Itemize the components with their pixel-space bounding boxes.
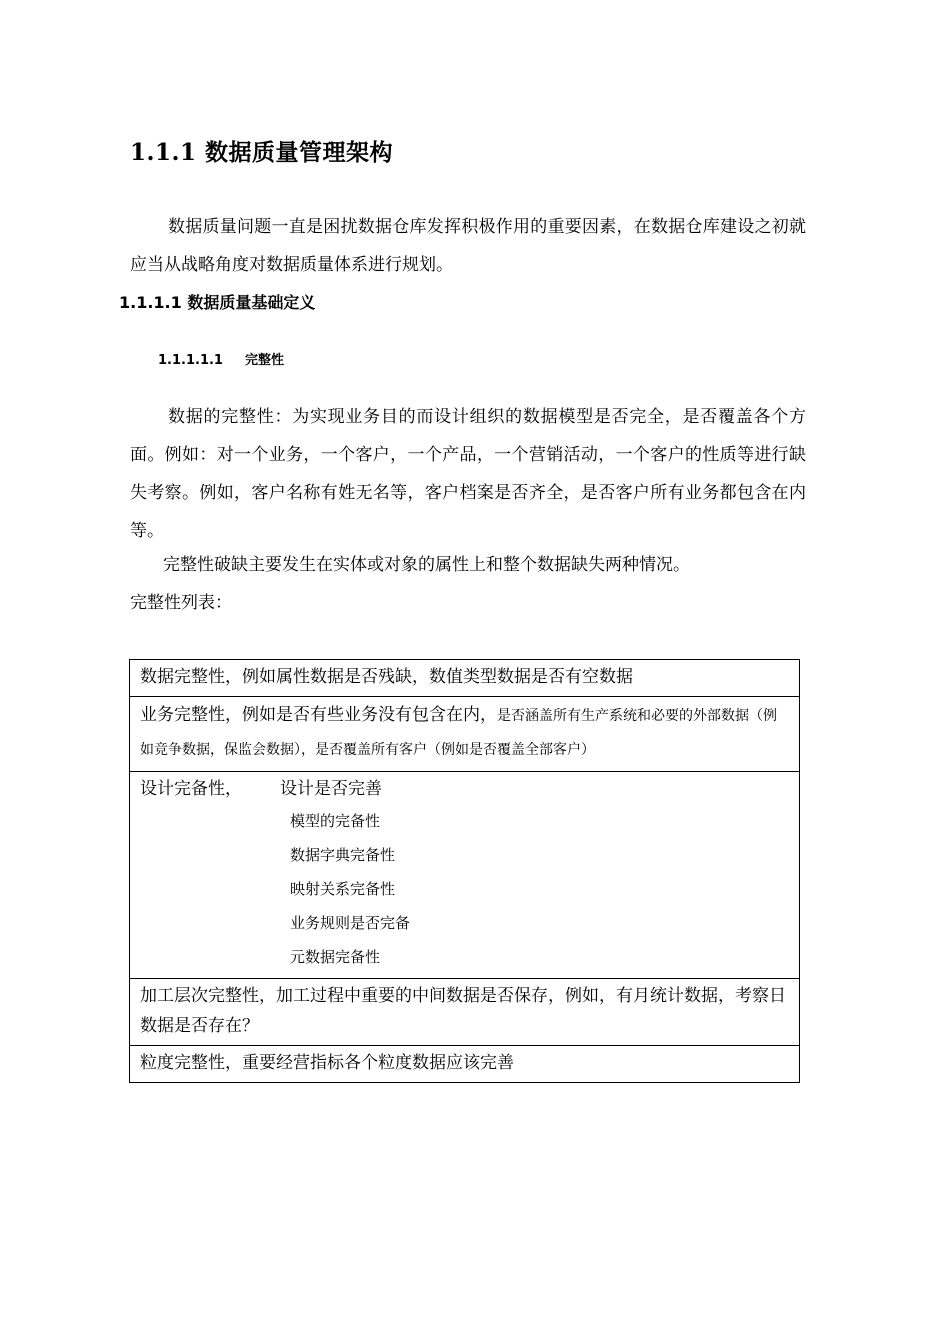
heading-title: 完整性 bbox=[244, 353, 284, 368]
table-cell-business-completeness bbox=[130, 697, 800, 772]
table-cell-design-completeness bbox=[130, 772, 800, 979]
business-completeness-main: 业务完整性，例如是否有些业务没有包含在内， bbox=[140, 705, 497, 725]
section-heading-1-1-1-1-1 bbox=[158, 349, 284, 368]
business-completeness-detail: 是否涵盖所有生产系统和必要的外部数据（例如竞争数据，保监会数据），是否覆盖所有客户（例如是否覆盖全部客户） bbox=[140, 708, 777, 758]
heading-number: 1.1.1.1.1 bbox=[158, 353, 223, 368]
table-cell-data-completeness: 数据完整性，例如属性数据是否残缺，数值类型数据是否有空数据 bbox=[130, 660, 800, 697]
table-row bbox=[130, 772, 800, 979]
list-item: 数据字典完备性 bbox=[290, 846, 396, 864]
list-item: 模型的完备性 bbox=[290, 812, 381, 830]
table-row bbox=[130, 697, 800, 772]
completeness-table bbox=[129, 659, 800, 1083]
table-row bbox=[130, 1046, 800, 1083]
list-item: 映射关系完备性 bbox=[290, 880, 396, 898]
defect-paragraph: 完整性破缺主要发生在实体或对象的属性上和整个数据缺失两种情况。 bbox=[163, 555, 690, 575]
section-heading-1-1-1: 1.1.1 数据质量管理架构 bbox=[130, 139, 394, 166]
design-label: 设计完备性， bbox=[140, 779, 242, 799]
table-cell-granularity-completeness: 粒度完整性，重要经营指标各个粒度数据应该完善 bbox=[130, 1046, 800, 1083]
section-heading-1-1-1-1: 1.1.1.1 数据质量基础定义 bbox=[119, 293, 316, 312]
intro-paragraph: 数据质量问题一直是困扰数据仓库发挥积极作用的重要因素，在数据仓库建设之初就应当从战略角度对数据质量体系进行规划。 bbox=[130, 217, 806, 275]
completeness-paragraph: 数据的完整性：为实现业务目的而设计组织的数据模型是否完全，是否覆盖各个方面。例如：对一个业务，一个客户，一个产品，一个营销活动，一个客户的性质等进行缺失考察。例如，客户名称有姓无名等，客户档案是否齐全，是否客户所有业务都包含在内等。 bbox=[130, 407, 806, 541]
table-row bbox=[130, 979, 800, 1046]
design-title: 设计是否完善 bbox=[280, 779, 382, 799]
table-cell-processing-completeness: 加工层次完整性，加工过程中重要的中间数据是否保存，例如，有月统计数据，考察日数据是否存在？ bbox=[130, 979, 800, 1046]
list-item: 元数据完备性 bbox=[290, 948, 381, 966]
list-item: 业务规则是否完备 bbox=[290, 914, 411, 932]
table-row bbox=[130, 660, 800, 697]
list-caption: 完整性列表： bbox=[130, 593, 232, 613]
